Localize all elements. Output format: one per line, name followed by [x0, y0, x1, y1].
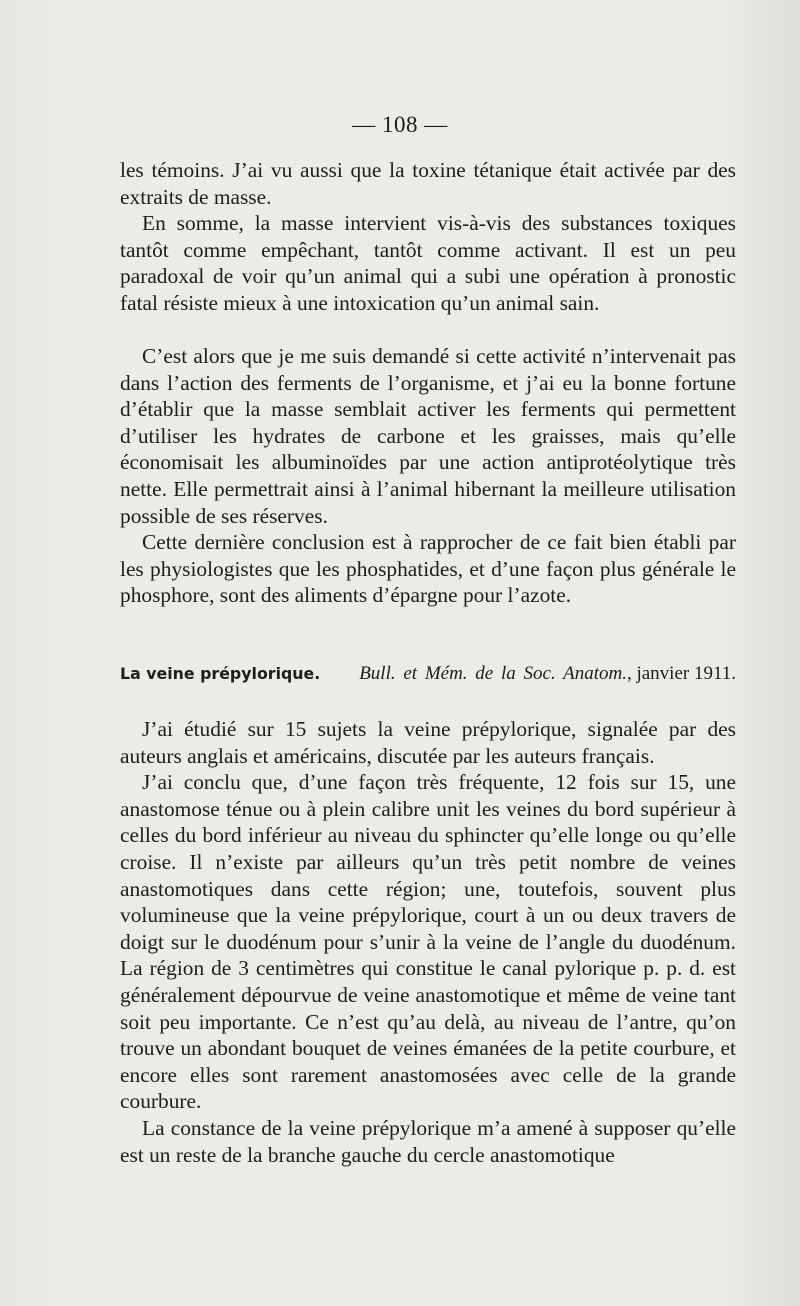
paragraph: La constance de la veine prépylorique m’a amené à supposer qu’elle est un reste de la branche gauche du cercle anastomotique — [120, 1115, 736, 1167]
bibliographic-reference — [120, 661, 736, 687]
paragraph: C’est alors que je me suis demandé si cette activité n’intervenait pas dans l’action des ferments de l’organisme, et j’ai eu la bonne fortune d’établir que la masse semblait activer les ferments qui permettent d’utiliser les hydrates de carbone et les graisses, mais qu’elle économisait les albuminoïdes par une action antiprotéolytique très nette. Elle permettrait ainsi à l’animal hibernant la meilleure utilisation possible de ses réserves. — [120, 344, 736, 528]
paragraph: les témoins. J’ai vu aussi que la toxine tétanique était activée par des extraits de masse. — [120, 158, 736, 209]
paragraph: J’ai étudié sur 15 sujets la veine prépylorique, signalée par des auteurs anglais et américains, discutée par les auteurs français. — [120, 717, 736, 768]
reference-date: , janvier 1911. — [626, 663, 736, 684]
text-block-continuation — [120, 157, 736, 317]
page-number: — 108 — — [352, 112, 448, 137]
paragraph: J’ai conclu que, d’une façon très fréquente, 12 fois sur 15, une anastomose ténue ou à plein calibre unit les veines du bord supérieur à celles du bord inférieur au niveau du sphincter qu’elle longe ou qu’elle croise. Il n’existe par ailleurs qu’un très petit nombre de veines anastomotiques dans cette région; une, toutefois, souvent plus volumineuse que la veine prépylorique, court à un ou deux travers de doigt sur le duodénum pour s’unir à la veine de l’angle du duodénum. La région de 3 centimètres qui constitue le canal pylorique p. p. d. est généralement dépourvue de veine anastomotique et même de veine tant soit peu importante. Ce n’est qu’au delà, au niveau de l’antre, qu’on trouve un abondant bouquet de veines émanées de la petite courbure, et encore elles sont rarement anastomosées avec celle de la grande courbure. — [120, 770, 736, 1114]
text-block-veine — [120, 716, 736, 1168]
text-block-ferments — [120, 343, 736, 609]
paragraph: Cette dernière conclusion est à rapprocher de ce fait bien établi par les physiologistes que les phosphatides, et d’une façon plus générale le phosphore, sont des aliments d’épargne pour l’azote. — [120, 530, 736, 608]
reference-title: La veine prépylorique. — [120, 664, 321, 683]
reference-journal: Bull. et Mém. de la Soc. Anatom. — [359, 663, 627, 684]
paragraph: En somme, la masse intervient vis-à-vis des substances toxiques tantôt comme empêchant, tantôt comme activant. Il est un peu paradoxal de voir qu’un animal qui a subi une opération à pronostic fatal résiste mieux à une intoxication qu’un animal sain. — [120, 211, 736, 315]
